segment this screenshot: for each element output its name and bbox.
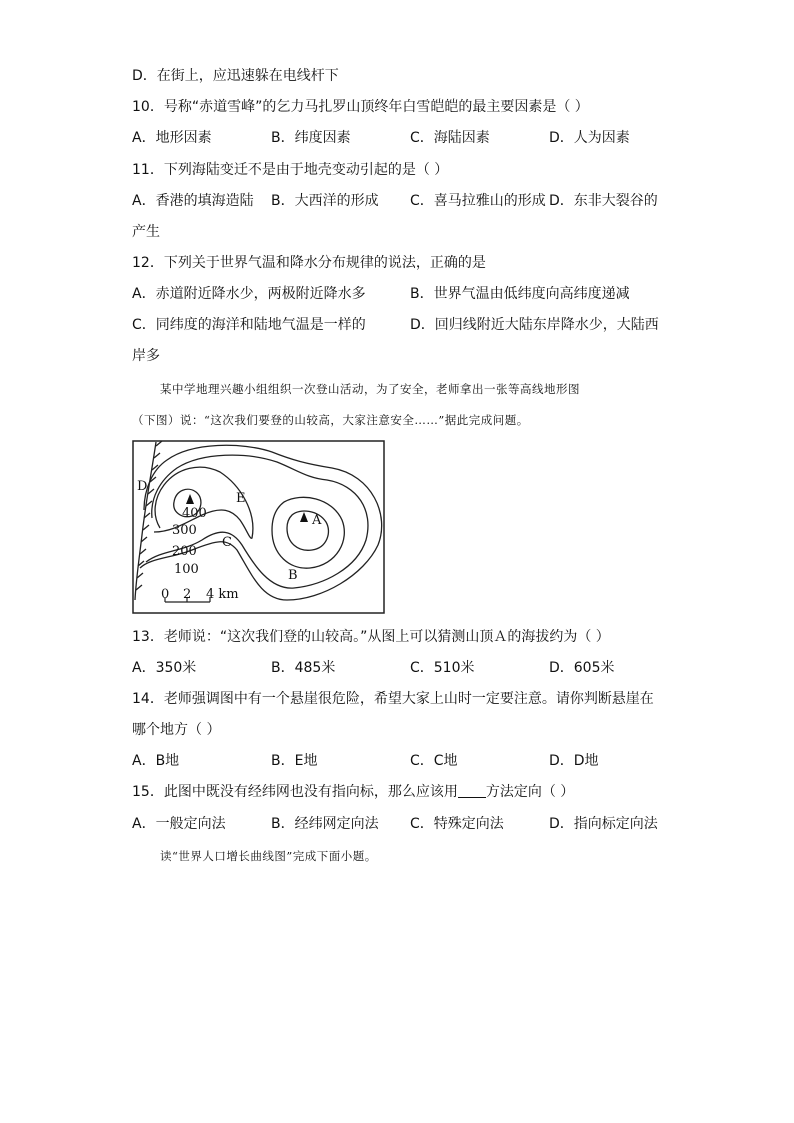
contour-label-200: 200 xyxy=(172,544,197,559)
q12-continuation: 岸多 xyxy=(132,348,160,364)
q13-option-b: B．485米 xyxy=(271,660,336,676)
q12-option-a: A．赤道附近降水少，两极附近降水多 xyxy=(132,286,366,302)
q12-option-d: D．回归线附近大陆东岸降水少，大陆西 xyxy=(410,317,659,333)
q15-stem xyxy=(132,782,574,802)
q14-option-a: A．B地 xyxy=(132,753,180,769)
q15-option-d: D．指向标定向法 xyxy=(549,816,658,832)
q13-option-d: D．605米 xyxy=(549,660,615,676)
q10-option-c: C．海陆因素 xyxy=(410,130,490,146)
scale-tick-0: 0 xyxy=(161,587,170,602)
contour-map xyxy=(132,440,385,616)
scale-tick-2: 2 xyxy=(183,587,192,602)
map-label-d: D xyxy=(137,479,148,494)
q10-option-b: B．纬度因素 xyxy=(271,130,351,146)
q10-stem: 10．号称“赤道雪峰”的乞力马扎罗山顶终年白雪皑皑的最主要因素是（ ） xyxy=(132,99,589,115)
q15-stem-after: 方法定向（ ） xyxy=(485,784,575,800)
q15-option-c: C．特殊定向法 xyxy=(410,816,504,832)
q12-stem: 12．下列关于世界气温和降水分布规律的说法，正确的是 xyxy=(132,255,486,271)
q10-option-a: A．地形因素 xyxy=(132,130,212,146)
q15-option-b: B．经纬网定向法 xyxy=(271,816,379,832)
chart-intro: 读“世界人口增长曲线图”完成下面小题。 xyxy=(160,849,377,863)
scale-tick-4km: 4 km xyxy=(206,587,239,602)
q14-option-c: C．C地 xyxy=(410,753,458,769)
q10-option-d: D．人为因素 xyxy=(549,130,630,146)
q11-option-d: D．东非大裂谷的 xyxy=(549,193,658,209)
q15-blank xyxy=(458,783,486,798)
q11-option-a: A．香港的填海造陆 xyxy=(132,193,254,209)
q13-option-a: A．350米 xyxy=(132,660,197,676)
contour-label-300: 300 xyxy=(172,523,197,538)
map-label-e: E xyxy=(236,491,246,506)
q14-option-d: D．D地 xyxy=(549,753,599,769)
q12-option-b: B．世界气温由低纬度向高纬度递减 xyxy=(410,286,630,302)
contour-label-100: 100 xyxy=(174,562,199,577)
q11-option-c: C．喜马拉雅山的形成 xyxy=(410,193,546,209)
q15-stem-before: 15．此图中既没有经纬网也没有指向标，那么应该用 xyxy=(132,784,458,800)
q14-continuation: 哪个地方（ ） xyxy=(132,722,221,738)
map-intro-line1: 某中学地理兴趣小组组织一次登山活动，为了安全，老师拿出一张等高线地形图 xyxy=(160,382,580,396)
q13-option-c: C．510米 xyxy=(410,660,475,676)
q14-option-b: B．E地 xyxy=(271,753,318,769)
contour-label-400: 400 xyxy=(182,506,207,521)
map-intro-line2: （下图）说：“这次我们要登的山较高，大家注意安全……”据此完成问题。 xyxy=(132,413,529,427)
map-label-a: A xyxy=(312,513,322,528)
map-frame xyxy=(133,441,384,613)
q9-option-d: D．在街上，应迅速躲在电线杆下 xyxy=(132,68,339,84)
q13-stem: 13．老师说：“这次我们登的山较高。”从图上可以猜测山顶Ａ的海拔约为（ ） xyxy=(132,629,610,645)
map-label-c: C xyxy=(222,535,232,550)
q11-stem: 11．下列海陆变迁不是由于地壳变动引起的是（ ） xyxy=(132,162,449,178)
q11-continuation: 产生 xyxy=(132,224,160,240)
map-label-b: B xyxy=(288,568,298,583)
q15-option-a: A．一般定向法 xyxy=(132,816,226,832)
q12-option-c: C．同纬度的海洋和陆地气温是一样的 xyxy=(132,317,366,333)
q14-stem: 14．老师强调图中有一个悬崖很危险，希望大家上山时一定要注意。请你判断悬崖在 xyxy=(132,691,654,707)
q11-option-b: B．大西洋的形成 xyxy=(271,193,379,209)
